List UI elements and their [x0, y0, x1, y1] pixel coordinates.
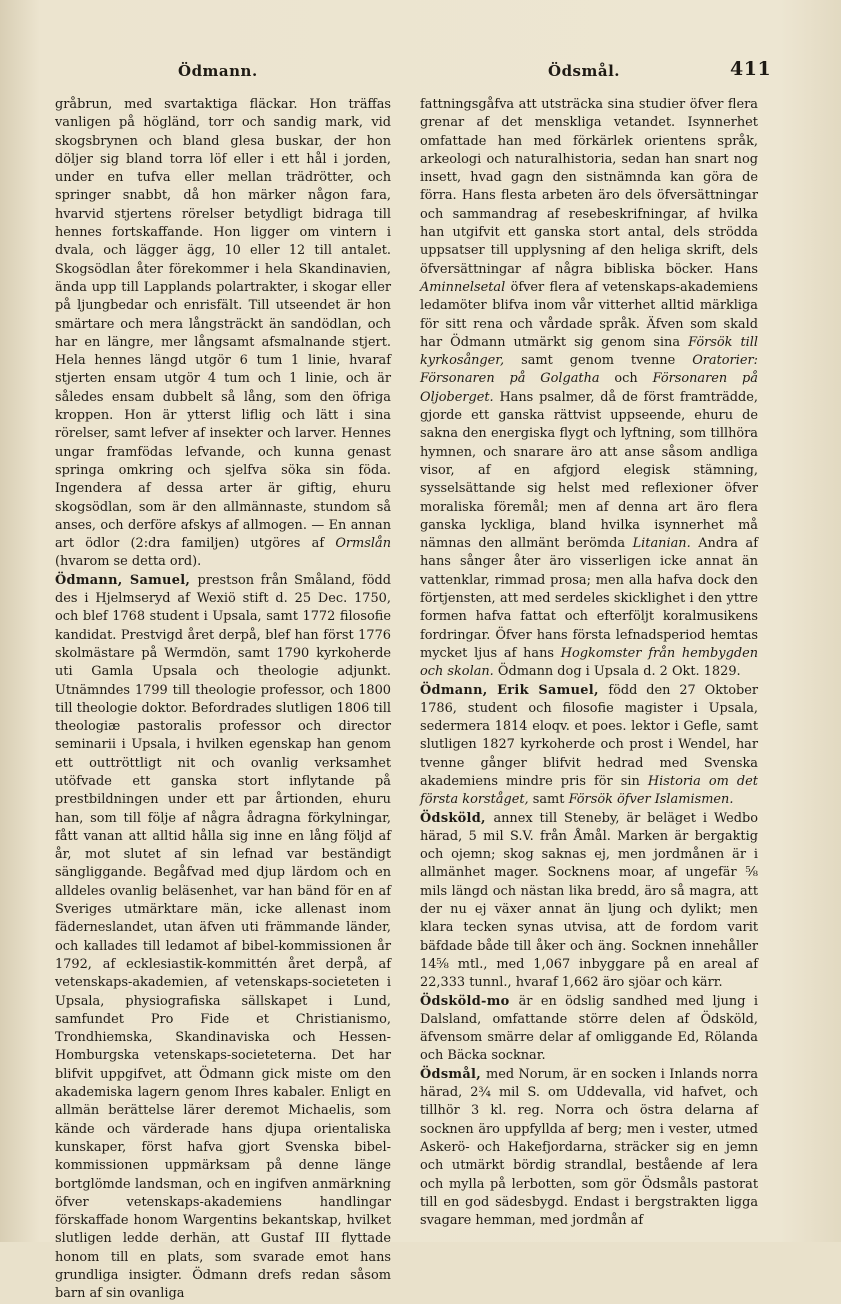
- entry-headword: Ödsköld,: [420, 810, 494, 826]
- paragraph-text: Hans psalmer, då de först framträdde, gjorde ett ganska rättvist uppseende, ehuru de sakna den energiska flygt och lyftning, som tillhöra hymnen, och snarare äro att anse såsom andliga visor, af en afgjord elegisk stämning, sysselsättande sig helst med reflexioner öfver moraliska föremål; men af denna art äro flera ganska lyckliga, bland hvilka isynnerhet må nämnas den allmänt berömda: [420, 389, 758, 552]
- entry-text: samt: [532, 792, 569, 808]
- entry-text: med Norum, är en socken i Inlands norra härad, 2¾ mil S. om Uddevalla, vid hafvet, och tillhör 3 kl. reg. Norra och östra delarna af socknen äro uppfyllda af berg; men i vester, utmed Askerö- och Hakefjordarna, sträcker sig en jemn och utmärkt bördig strandlal, bestående af lera och mylla på lerbotten, som gör Ödsmåls pastorat till en god sädesbygd. Endast i bergstrakten ligga svagare hemman, med jordmån af: [420, 1066, 759, 1229]
- paragraph-text: Andra af hans sånger åter äro visserligen icke annat än vattenklar, rimmad prosa; men alla hafva dock den förtjensten, att med serdeles skicklighet i den yttre formen hafva fattat och efterföljt koralmusikens fordringar. Öfver hans första lefnadsperiod hemtas mycket ljus af hans: [420, 536, 758, 661]
- entry-headword: Ödsköld-mo: [420, 993, 519, 1009]
- paragraph-lizard-continuation: [55, 96, 391, 572]
- paragraph-text: fattningsgåfva att utsträcka sina studier öfver flera grenar af det menskliga vetandet. Isynnerhet omfattade han med förkärlek orientens språk, arkeologi och naturalhistoria, sedan han snart nog insett, hvad gagn den sistnämnda kan göra de förra. Hans flesta arbeten äro dels öfversättningar och sammandrag af resebeskrifningar, af hvilka han utgifvit ett ganska stort antal, dels strödda uppsatser till upplysning af den heliga skrift, dels öfversättningar af några bibliska böcker. Hans: [420, 97, 758, 277]
- entry-headword: Ödmann, Samuel,: [55, 572, 198, 588]
- paragraph-text: och: [614, 371, 653, 387]
- entry-text: är en ödslig sandhed med ljung i Dalsland, omfattande större delen af Ödsköld, äfvensom smärre delar af omliggande Ed, Rölanda och Bäcka socknar.: [420, 993, 758, 1064]
- work-title: Försök till kyrkosånger,: [420, 334, 759, 369]
- entry-odmann-erik-samuel: [420, 682, 758, 810]
- work-title: Försök öfver Islamismen.: [568, 792, 734, 808]
- entry-text: annex till Steneby, är beläget i Wedbo härad, 5 mil S.V. från Åmål. Marken är bergaktig och ojemn; skog saknas ej, men jordmånen är i allmänhet mager. Socknens moar, af ungefär ⅝ mils längd och nästan lika bredd, äro så magra, att der nu ej växer annat än ljung och dylikt; men klara tecken synas utvisa, att de fordom varit bäfdade både till åker och äng. Socknen innehåller 14⅝ mtl., med 1,067 inbyggare på en areal af 22,333 tunnl., hvaraf 1,662 äro sjöar och kärr.: [420, 810, 758, 991]
- cross-reference: Ormslån: [335, 536, 391, 552]
- page-number: 411: [730, 58, 772, 80]
- paragraph-odmann-continuation: [420, 96, 758, 682]
- running-header-left: Ödmann.: [178, 62, 258, 80]
- left-column: [55, 96, 391, 1304]
- work-title: Oratorier: Försonaren på Golgatha: [420, 353, 758, 387]
- paragraph-text: (hvarom se detta ord).: [55, 554, 202, 570]
- paragraph-text: samt genom tvenne: [521, 353, 693, 369]
- work-title: Historia om det första korståget,: [420, 773, 758, 808]
- entry-text: prestson från Småland, född des i Hjelmseryd af Wexiö stift d. 25 Dec. 1750, och blef 1768 student i Upsala, samt 1772 filosofie kandidat. Prestvigd året derpå, blef han först 1776 skolmästare på Wermdön, samt 1790 kyrkoherde uti Gamla Upsala och theologie adjunkt. Utnämndes 1799 till theologie professor, och 1800 till theologie doktor. Befordrades slutligen 1806 till theologiæ pastoralis professor och director seminarii i Upsala, i hvilken egenskap han genom ett outtröttligt nit och ovanlig verksamhet utöfvade ett ganska stort inflytande på prestbildningen under ett par årtionden, ehuru han, som till följe af några ådragna förkylningar, fått vanan att alltid hålla sig inne en lång följd af år, mot slutet af sin lefnad var beständigt sängliggande. Begåfvad med djup lärdom och en alldeles ovanlig beläsenhet, var han bänd för en af Sveriges utmärktare män, icke allenast inom fäderneslandet, utan äfven uti främmande länder, och kallades till ledamot af bibel-kommissionen år 1792, af ecklesiastik-kommittén året derpå, af vetenskaps-akademien, af vetenskaps-societeten i Upsala, physiografiska sällskapet i Lund, samfundet Pro Fide et Christianismo, Trondhiemska, Skandinaviska och Hessen-Homburgska vetenskaps-societeterna. Det har blifvit uppgifvet, att Ödmann gick miste om den akademiska lagern genom Ihres kabaler. Enligt en allmän berättelse lärer deremot Michaelis, som kände och värderade hans djupa orientaliska kunskaper, först hafva gjort Svenska bibel-kommissionen uppmärksam på denne länge bortglömde landsman, och en ingifven anmärkning öfver vetenskaps-akademiens handlingar förskaffade honom Wargentins bekantskap, hvilket slutligen ledde derhän, att Gustaf III flyttade honom till en plats, som svarade emot hans grundliga insigter. Ödmann drefs redan såsom barn af sin ovanliga: [55, 572, 391, 1302]
- entry-odmann-samuel: [55, 572, 391, 1304]
- entry-headword: Ödmann, Erik Samuel,: [420, 682, 609, 698]
- running-header-right: Ödsmål.: [548, 62, 621, 80]
- work-title: Litanian.: [632, 536, 699, 552]
- paragraph-text: gråbrun, med svartaktiga fläckar. Hon träffas vanligen på högländ, torr och sandig mark, vid skogsbrynen och bland glesa buskar, der hon döljer sig bland torra löf eller i ett hål i jorden, under en tufva eller mellan trädrötter, och springer snabbt, då hon märker någon fara, hvarvid stjertens rörelser betydligt bidraga till hennes fortskaffande. Hon ligger om vintern i dvala, och lägger ägg, 10 eller 12 till antalet. Skogsödlan åter förekommer i hela Skandinavien, ända upp till Lapplands polartrakter, i skogar eller på ljungbedar och enrisfält. Till utseendet är hon smärtare och mera långsträckt än sandödlan, och har en längre, mer långsamt afsmalnande stjert. Hela hennes längd utgör 6 tum 1 linie, hvaraf stjerten ensam utgör 4 tum och 1 linie, och är således ensam dubbelt så lång, som den öfriga kroppen. Hon är ytterst liflig och lätt i sina rörelser, samt lefver af insekter och larver. Hennes ungar framfödas lefvande, och kunna genast springa omkring och sjelfva söka sin föda. Ingendera af dessa arter är giftig, ehuru skogsödlan, som är den allmännaste, stundom så anses, och derföre afskys af allmogen. — En annan art ödlor (2:dra familjen) utgöres af: [55, 97, 391, 552]
- work-title: Aminnelsetal: [420, 279, 511, 295]
- work-title: Försonaren på Oljoberget.: [420, 371, 758, 405]
- entry-odskold: [420, 810, 758, 993]
- entry-odskold-mo: [420, 993, 758, 1066]
- work-title: Hogkomster från hembygden och skolan.: [420, 645, 758, 680]
- paragraph-text: Ödmann dog i Upsala d. 2 Okt. 1829.: [497, 664, 741, 680]
- right-column: [420, 96, 758, 1230]
- entry-text: född den 27 Oktober 1786, student och filosofie magister i Upsala, sedermera 1814 eloqv. et poes. lektor i Gefle, samt slutligen 1827 kyrkoherde och prost i Wendel, har tvenne gånger blifvit hedrad med Svenska akademiens mindre pris för sin: [420, 682, 758, 789]
- paragraph-text: öfver flera af vetenskaps-akademiens ledamöter blifva inom vår vitterhet alltid märkliga för sitt rena och vårdade språk. Äfven som skald har Ödmann utmärkt sig genom sina: [420, 279, 758, 350]
- entry-odsmal: [420, 1066, 758, 1231]
- entry-headword: Ödsmål,: [420, 1066, 487, 1082]
